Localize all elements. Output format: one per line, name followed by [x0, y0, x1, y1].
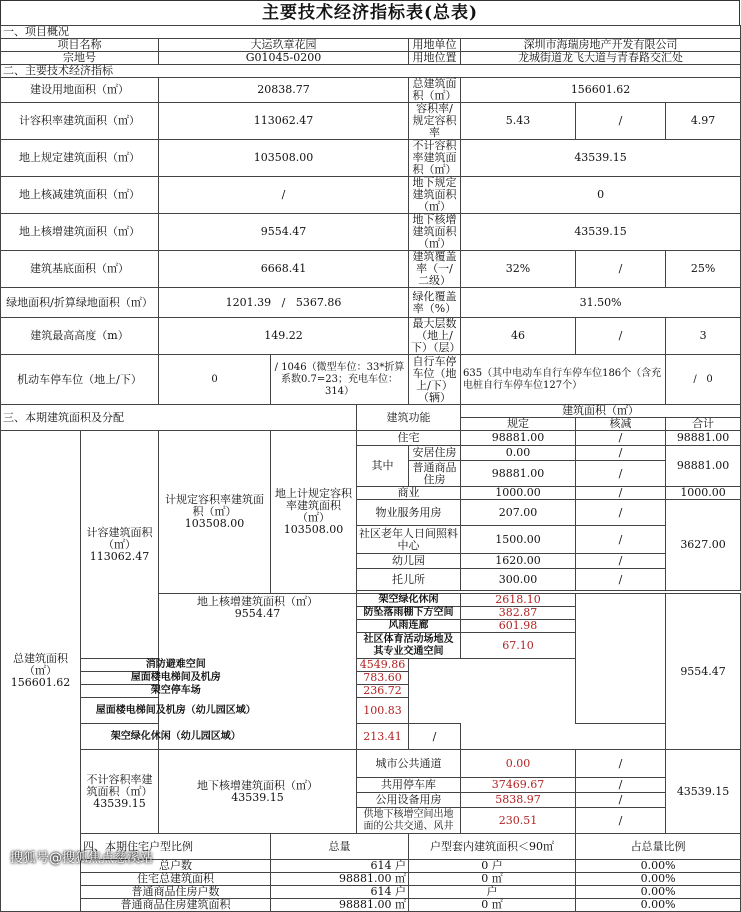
far-area-label: 计容积率建筑面积（㎡） — [1, 103, 159, 140]
non-far-area-label: 不计容积率建筑面积（㎡） — [409, 140, 461, 177]
s4-row-total: 98881.00 ㎡ — [271, 899, 409, 912]
commercial-label: 商业 — [357, 487, 461, 500]
kindergarten-std: 1620.00 — [461, 554, 576, 569]
ug-item-label: 共用停车库 — [357, 778, 461, 793]
site-area-label: 建设用地面积（㎡） — [1, 78, 159, 103]
affordable-std: 0.00 — [461, 446, 576, 461]
green-coverage-label: 绿化覆盖率（%） — [409, 288, 461, 318]
of-which-label: 其中 — [357, 446, 409, 487]
ug-item-red: / — [576, 778, 666, 793]
car-parking-below-cell — [271, 355, 409, 405]
far-ratio-label: 容积率/规定容积率 — [409, 103, 461, 140]
far-std-value: 103508.00 — [184, 517, 245, 530]
ug-total: 43539.15 — [666, 750, 741, 834]
bike-parking-above: 635（其中电动车自行车停车位186个（含充电桩自行车停车位127个） — [461, 355, 666, 405]
inc-item-std: 601.98 — [461, 620, 576, 633]
kindergarten-label: 幼儿园 — [357, 554, 461, 569]
green-area-label: 绿地面积/折算绿地面积（㎡） — [1, 288, 159, 318]
nursery-red: / — [576, 569, 666, 591]
green-area-converted: 5367.86 — [295, 295, 342, 309]
bike-parking-sep: / — [693, 373, 697, 385]
commodity-std: 98881.00 — [461, 461, 576, 487]
s4-ratio-header: 占总量比例 — [576, 834, 741, 860]
above-increase-value: 9554.47 — [234, 607, 281, 620]
max-floors-above: 46 — [461, 318, 576, 355]
affordable-label: 安居住房 — [409, 446, 461, 461]
s4-row-small: 0 ㎡ — [409, 873, 576, 886]
s4-row-ratio: 0.00% — [576, 873, 741, 886]
std-header: 规定 — [461, 418, 576, 431]
coverage-2: 25% — [666, 251, 741, 288]
inc-item-label: 消防避难空间 — [81, 659, 271, 672]
inc-item-label: 屋面楼电梯间及机房 — [81, 672, 271, 685]
car-parking-above: 0 — [159, 355, 271, 405]
s4-row-label: 住宅总建筑面积 — [81, 873, 271, 886]
green-area-cell — [159, 288, 409, 318]
elderly-center-label: 社区老年人日间照料中心 — [357, 526, 461, 554]
land-unit-label: 用地单位 — [409, 39, 461, 52]
above-increase-label: 地上核增建筑面积（㎡） — [1, 214, 159, 251]
bike-parking-below-cell — [666, 355, 741, 405]
above-reduced: / — [159, 177, 409, 214]
affordable-red: / — [576, 446, 666, 461]
s4-total-header: 总量 — [271, 834, 409, 860]
inc-item-std: 213.41 — [357, 724, 409, 750]
nursery-std: 300.00 — [461, 569, 576, 591]
ug-item-label: 供地下核增空间出地面的公共交通、风井 — [357, 808, 461, 834]
site-area: 20838.77 — [159, 78, 409, 103]
inc-item-std: 100.83 — [357, 698, 409, 724]
car-parking-below: 1046（微型车位：33*折算系数0.7=23；充电车位：314） — [280, 361, 405, 397]
s4-row-ratio: 0.00% — [576, 860, 741, 873]
non-far-cell — [81, 750, 159, 834]
public-facility-total: 3627.00 — [666, 500, 741, 591]
inc-item-label: 架空绿化休闲 — [357, 594, 461, 607]
land-location: 龙城街道龙飞大道与青春路交汇处 — [461, 52, 741, 65]
ug-item-std: 0.00 — [461, 750, 576, 778]
under-std: 0 — [461, 177, 741, 214]
far-area-value: 113062.47 — [89, 549, 150, 563]
total-area-value: 156601.62 — [10, 676, 71, 689]
commodity-label: 普通商品住房 — [409, 461, 461, 487]
s4-row-label: 普通商品住房户数 — [81, 886, 271, 899]
inc-item-std: 783.60 — [357, 672, 409, 685]
inc-item-std: 2618.10 — [461, 594, 576, 607]
s4-row-small: 户 — [409, 886, 576, 899]
total-header: 合计 — [666, 418, 741, 431]
ug-item-std: 37469.67 — [461, 778, 576, 793]
coverage-sep: / — [576, 251, 666, 288]
nursery-label: 托儿所 — [357, 569, 461, 591]
far-area-label: 计容建筑面积（㎡） — [86, 525, 153, 551]
inc-item-label: 社区体育活动场地及其专业交通空间 — [357, 633, 461, 659]
reduced-header: 核减 — [576, 418, 666, 431]
lot-number: G01045-0200 — [159, 52, 409, 65]
ug-item-std: 5838.97 — [461, 793, 576, 808]
project-name: 大运玖章花园 — [159, 39, 409, 52]
function-header: 建筑功能 — [357, 405, 461, 431]
property-service-red: / — [576, 500, 666, 526]
s4-row-small: 0 户 — [409, 860, 576, 873]
area-header: 建筑面积（㎡） — [461, 405, 741, 418]
footprint: 6668.41 — [159, 251, 409, 288]
green-area: 1201.39 — [225, 295, 272, 309]
commodity-red: / — [576, 461, 666, 487]
total-area-label: 总建筑面积（㎡） — [13, 652, 68, 677]
commercial-std: 1000.00 — [461, 487, 576, 500]
max-floors-below: 3 — [666, 318, 741, 355]
section-3-heading: 三、本期建筑面积及分配 — [1, 405, 357, 431]
under-std-label: 地下规定建筑面积（㎡） — [409, 177, 461, 214]
s4-row-ratio: 0.00% — [576, 886, 741, 899]
section-1-heading: 一、项目概况 — [1, 26, 741, 39]
bike-parking-label: 自行车停车位（地上/下）（辆） — [409, 355, 461, 405]
inc-item-std: 67.10 — [461, 633, 576, 659]
land-location-label: 用地位置 — [409, 52, 461, 65]
property-service-std: 207.00 — [461, 500, 576, 526]
inc-total: 9554.47 — [666, 594, 741, 750]
residential-red: / — [576, 431, 666, 446]
far-std-cell — [159, 431, 271, 594]
indicator-table — [0, 25, 741, 912]
inc-item-label: 屋面楼电梯间及机房（幼儿园区域） — [81, 698, 271, 724]
residential-label: 住宅 — [357, 431, 461, 446]
ug-item-label: 城市公共通道 — [357, 750, 461, 778]
total-floor-area: 156601.62 — [461, 78, 741, 103]
section-2-heading: 二、主要技术经济指标 — [1, 65, 741, 78]
above-std-label: 地上计规定容积率建筑面积（㎡） — [275, 487, 352, 524]
inc-items-red-empty — [576, 594, 666, 724]
s4-row-label: 总户数 — [81, 860, 271, 873]
underground-increase-cell — [159, 750, 357, 834]
under-increase: 43539.15 — [461, 214, 741, 251]
inc-item-label: 防坠落雨棚下方空间 — [357, 607, 461, 620]
far-area-cell — [81, 431, 159, 659]
inc-item-label: 架空停车场 — [81, 685, 271, 698]
kindergarten-red: / — [576, 554, 666, 569]
far-ratio-sep: / — [576, 103, 666, 140]
ug-item-red: / — [576, 793, 666, 808]
far-ratio: 5.43 — [461, 103, 576, 140]
underground-increase-value: 43539.15 — [231, 790, 284, 804]
inc-item-red: / — [409, 724, 461, 750]
max-floors-sep: / — [576, 318, 666, 355]
project-name-label: 项目名称 — [1, 39, 159, 52]
inc-item-std: 4549.86 — [357, 659, 409, 672]
s4-row-total: 98881.00 ㎡ — [271, 873, 409, 886]
far-area: 113062.47 — [159, 103, 409, 140]
bike-parking-below: 0 — [706, 373, 713, 385]
non-far-value: 43539.15 — [93, 796, 146, 810]
lot-number-label: 宗地号 — [1, 52, 159, 65]
s4-row-total: 614 户 — [271, 886, 409, 899]
footprint-label: 建筑基底面积（㎡） — [1, 251, 159, 288]
above-std-value: 103508.00 — [283, 523, 344, 536]
inc-item-label: 架空绿化休闲（幼儿园区域） — [81, 724, 271, 750]
max-height-label: 建筑最高高度（m） — [1, 318, 159, 355]
above-std-area: 103508.00 — [159, 140, 409, 177]
watermark-text: 搜狐号@搜狐焦点慈溪站 — [10, 851, 154, 866]
s4-row-small: 0 ㎡ — [409, 899, 576, 912]
commercial-red: / — [576, 487, 666, 500]
residential-std: 98881.00 — [461, 431, 576, 446]
coverage-label: 建筑覆盖率（一/二级） — [409, 251, 461, 288]
car-parking-sep: / — [274, 361, 278, 373]
underground-increase-label: 地下核增建筑面积（㎡） — [197, 778, 318, 792]
above-reduced-label: 地上核减建筑面积（㎡） — [1, 177, 159, 214]
section-4-heading: 四、本期住宅户型比例 — [81, 834, 271, 860]
under-increase-label: 地下核增建筑面积（㎡） — [409, 214, 461, 251]
residential-total: 98881.00 — [666, 431, 741, 446]
green-coverage: 31.50% — [461, 288, 741, 318]
inc-item-std: 382.87 — [461, 607, 576, 620]
green-area-sep: / — [281, 295, 286, 309]
s4-row-total: 614 户 — [271, 860, 409, 873]
non-far-label: 不计容积率建筑面积（㎡） — [86, 772, 153, 798]
elderly-center-std: 1500.00 — [461, 526, 576, 554]
res-sub-total: 98881.00 — [666, 446, 741, 487]
car-parking-label: 机动车停车位（地上/下） — [1, 355, 159, 405]
s4-row-label: 普通商品住房建筑面积 — [81, 899, 271, 912]
ug-item-red: / — [576, 750, 666, 778]
ug-item-label: 公用设备用房 — [357, 793, 461, 808]
coverage-1: 32% — [461, 251, 576, 288]
inc-item-std: 236.72 — [357, 685, 409, 698]
total-area-cell — [1, 431, 81, 912]
elderly-center-red: / — [576, 526, 666, 554]
s4-row-ratio: 0.00% — [576, 899, 741, 912]
max-height: 149.22 — [159, 318, 409, 355]
sheet-title: 主要技术经济指标表(总表) — [0, 0, 740, 25]
above-std-area-label: 地上规定建筑面积（㎡） — [1, 140, 159, 177]
commercial-total: 1000.00 — [666, 487, 741, 500]
ug-item-red: / — [576, 808, 666, 834]
total-floor-area-label: 总建筑面积（㎡） — [409, 78, 461, 103]
far-ratio-limit: 4.97 — [666, 103, 741, 140]
s4-small-header: 户型套内建筑面积＜90㎡ — [409, 834, 576, 860]
ug-item-std: 230.51 — [461, 808, 576, 834]
above-increase: 9554.47 — [159, 214, 409, 251]
far-std-label: 计规定容积率建筑面积（㎡） — [165, 493, 264, 518]
max-floors-label: 最大层数（地上/下）（层） — [409, 318, 461, 355]
above-increase-label: 地上核增建筑面积（㎡） — [197, 595, 318, 608]
land-unit: 深圳市海瑞房地产开发有限公司 — [461, 39, 741, 52]
property-service-label: 物业服务用房 — [357, 500, 461, 526]
non-far-area: 43539.15 — [461, 140, 741, 177]
above-std-cell — [271, 431, 357, 594]
inc-item-label: 风雨连廊 — [357, 620, 461, 633]
